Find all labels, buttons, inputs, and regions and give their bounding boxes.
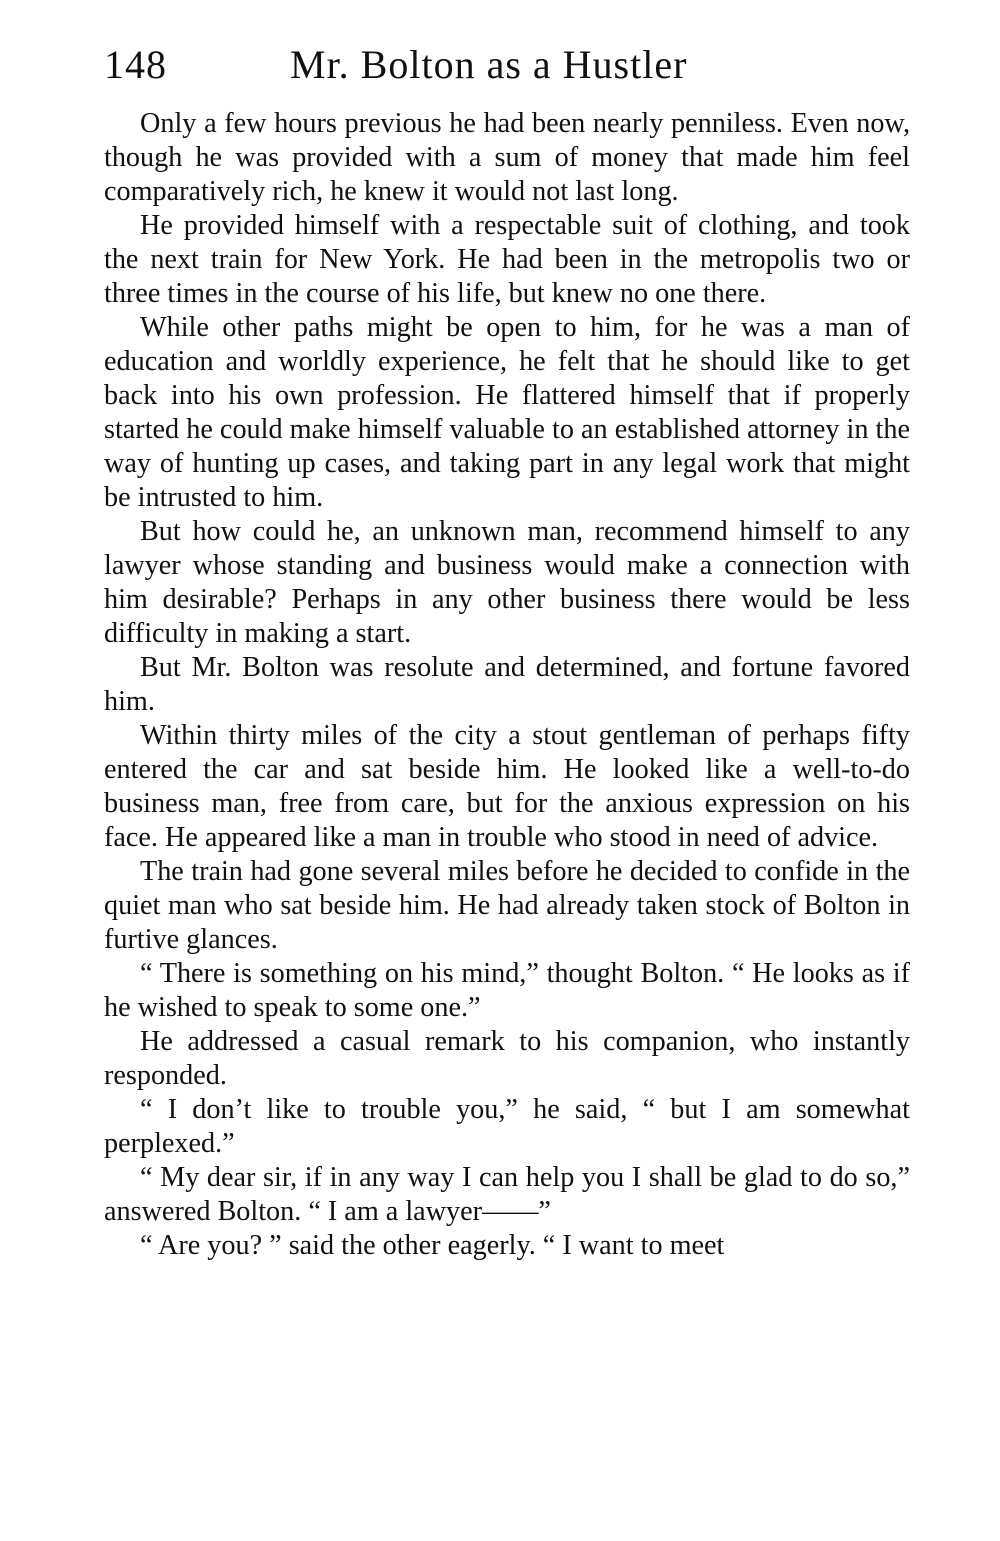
paragraph: He addressed a casual remark to his companion, who instantly responded. <box>104 1026 910 1091</box>
body-text <box>104 107 910 1263</box>
page-header <box>104 30 910 100</box>
paragraph: But Mr. Bolton was resolute and determined, and fortune favored him. <box>104 652 910 717</box>
paragraph: “ There is something on his mind,” thought Bolton. “ He looks as if he wished to speak to some one.” <box>104 958 910 1023</box>
paragraph: But how could he, an unknown man, recommend himself to any lawyer whose standing and business would make a connection with him desirable? Perhaps in any other business there would be less difficulty in making a start. <box>104 516 910 649</box>
paragraph: While other paths might be open to him, for he was a man of education and worldly experience, he felt that he should like to get back into his own profession. He flattered himself that if properly started he could make himself valuable to an established attorney in the way of hunting up cases, and taking part in any legal work that might be intrusted to him. <box>104 312 910 513</box>
paragraph: He provided himself with a respectable suit of clothing, and took the next train for New York. He had been in the metropolis two or three times in the course of his life, but knew no one there. <box>104 210 910 309</box>
paragraph: “ Are you? ” said the other eagerly. “ I want to meet <box>140 1230 725 1261</box>
paragraph: Only a few hours previous he had been nearly penniless. Even now, though he was provided with a sum of money that made him feel comparatively rich, he knew it would not last long. <box>104 108 910 207</box>
paragraph: “ I don’t like to trouble you,” he said, “ but I am somewhat perplexed.” <box>104 1094 910 1159</box>
paragraph: Within thirty miles of the city a stout gentleman of perhaps fifty entered the car and sat beside him. He looked like a well-to-do business man, free from care, but for the anxious expression on his face. He appeared like a man in trouble who stood in need of advice. <box>104 720 910 853</box>
paragraph: The train had gone several miles before he decided to confide in the quiet man who sat beside him. He had already taken stock of Bolton in furtive glances. <box>104 856 910 955</box>
paragraph: “ My dear sir, if in any way I can help you I shall be glad to do so,” answered Bolton. “ I am a lawyer——” <box>104 1162 910 1227</box>
page-number: 148 <box>104 42 167 87</box>
running-title: Mr. Bolton as a Hustler <box>290 42 688 87</box>
